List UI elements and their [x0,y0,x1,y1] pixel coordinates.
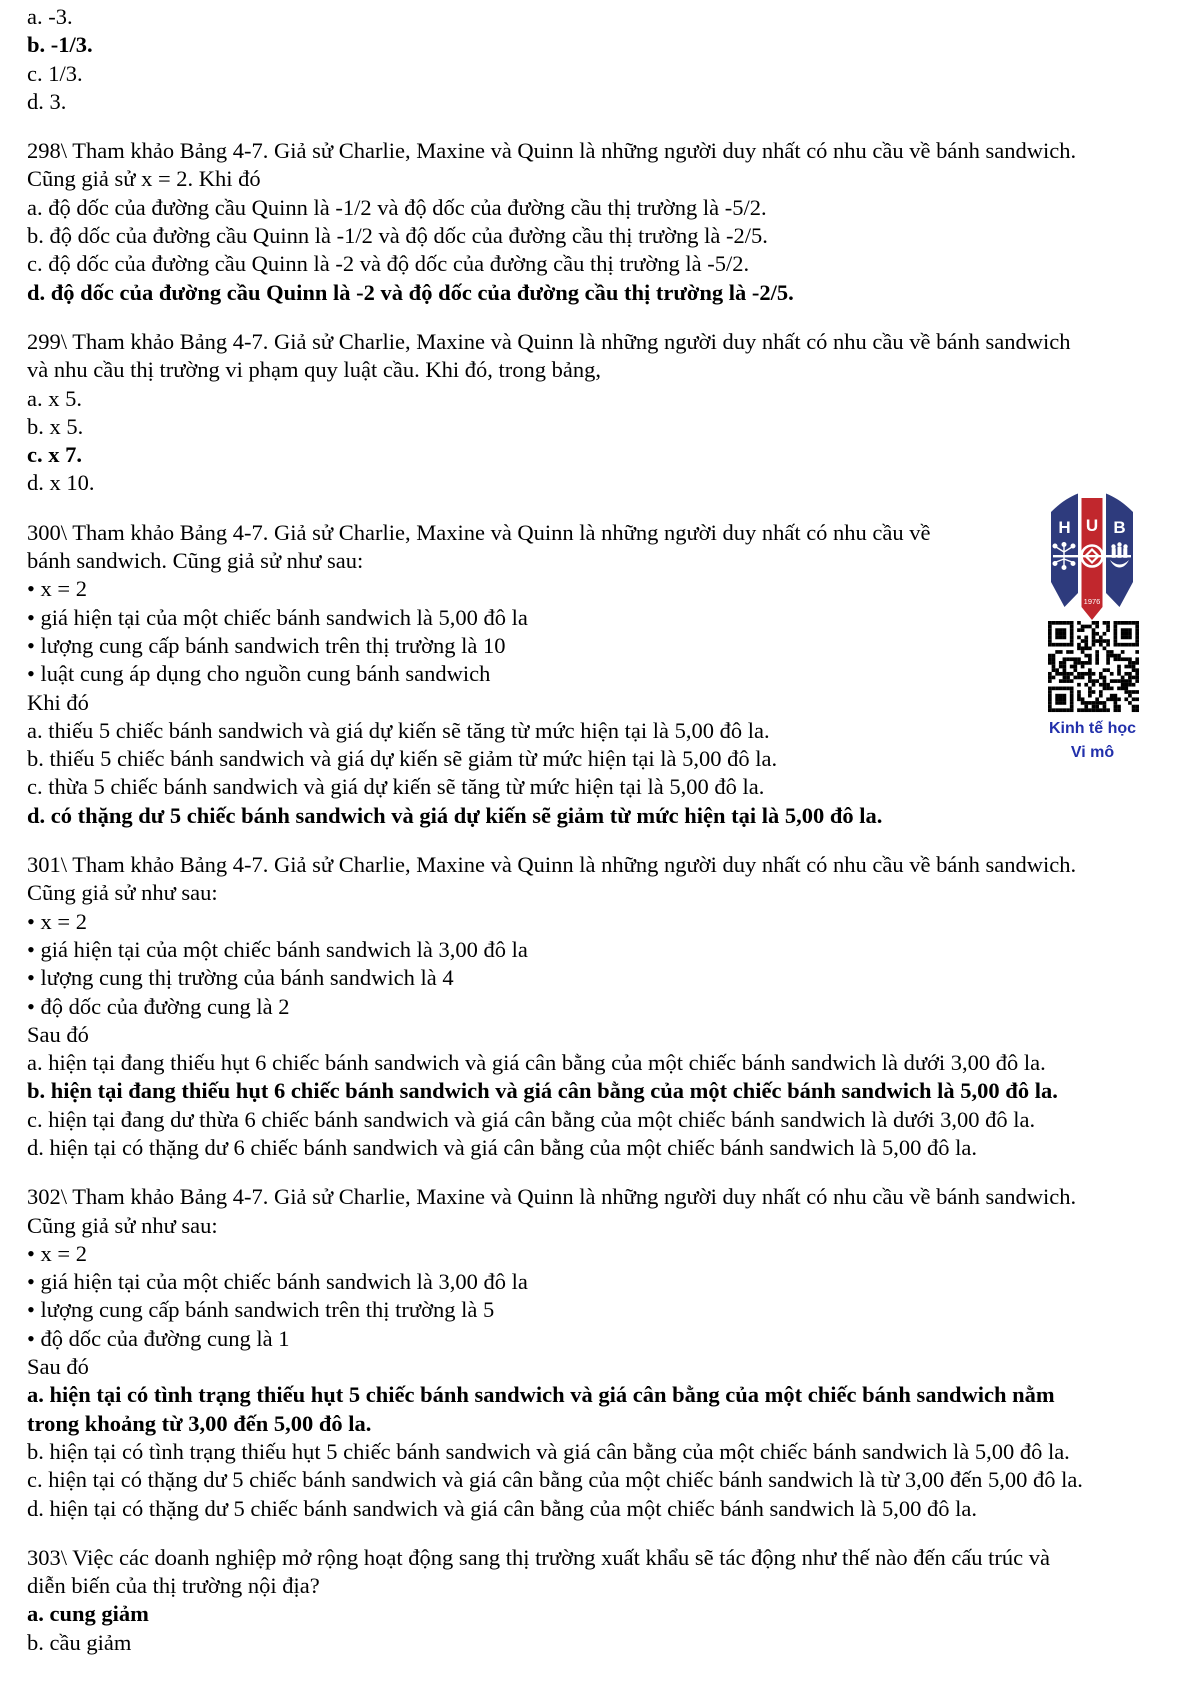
text-line: 299\ Tham khảo Bảng 4-7. Giả sử Charlie, Maxine và Quinn là những người duy nhất có nhu cầu về bánh sandwich [27,328,1071,354]
document-text [27,3,1137,1678]
text-line: • x = 2 [27,908,87,934]
text-line: b. x 5. [27,413,84,439]
text-line: c. x 7. [27,442,82,468]
text-line: trong khoảng từ 3,00 đến 5,00 đô la. [27,1410,372,1436]
text-line: c. thừa 5 chiếc bánh sandwich và giá dự kiến sẽ tăng từ mức hiện tại là 5,00 đô la. [27,774,765,800]
text-line: b. cầu giảm [27,1629,132,1655]
qr-caption-line1: Kinh tế học [1048,720,1137,737]
text-line: b. -1/3. [27,32,93,58]
text-line: 298\ Tham khảo Bảng 4-7. Giả sử Charlie, Maxine và Quinn là những người duy nhất có nhu cầu về bánh sandwich. [27,138,1077,164]
text-line: Sau đó [27,1021,89,1047]
qr-code [1048,621,1139,714]
text-line: b. độ dốc của đường cầu Quinn là -1/2 và độ dốc của đường cầu thị trường là -2/5. [27,223,768,249]
question-301 [27,851,1137,1162]
text-line: a. -3. [27,4,73,29]
text-line: Cũng giả sử x = 2. Khi đó [27,166,261,192]
text-line: a. hiện tại có tình trạng thiếu hụt 5 chiếc bánh sandwich và giá cân bằng của một chiếc bánh sandwich nằm [27,1382,1055,1408]
text-line: d. độ dốc của đường cầu Quinn là -2 và độ dốc của đường cầu thị trường là -2/5. [27,279,794,305]
text-line: d. hiện tại có thặng dư 6 chiếc bánh sandwich và giá cân bằng của một chiếc bánh sandwich là 5,00 đô la. [27,1134,978,1160]
question-302 [27,1183,1137,1523]
hub-university-logo-icon [1048,489,1136,621]
text-line: • lượng cung thị trường của bánh sandwich là 4 [27,965,454,991]
text-line: d. 3. [27,88,67,114]
logo-letter-u: U [1085,516,1099,535]
text-line: Khi đó [27,689,89,715]
text-line: • lượng cung cấp bánh sandwich trên thị trường là 10 [27,632,506,658]
text-line: d. x 10. [27,470,95,496]
text-line: • luật cung áp dụng cho nguồn cung bánh sandwich [27,661,491,687]
question-297-options [27,3,1137,116]
text-line: d. hiện tại có thặng dư 5 chiếc bánh sandwich và giá cân bằng của một chiếc bánh sandwich là 5,00 đô la. [27,1495,978,1521]
logo-letter-b: B [1113,518,1126,537]
text-line: c. 1/3. [27,60,83,86]
text-line: a. cung giảm [27,1601,149,1627]
text-line: diễn biến của thị trường nội địa? [27,1573,320,1599]
text-line: • độ dốc của đường cung là 2 [27,993,290,1019]
text-line: Cũng giả sử như sau: [27,880,218,906]
text-line: • x = 2 [27,1240,87,1266]
logo-year: 1976 [1083,597,1101,606]
text-line: và nhu cầu thị trường vi phạm quy luật cầu. Khi đó, trong bảng, [27,357,601,383]
qr-caption [1010,717,1175,765]
text-line: c. hiện tại có thặng dư 5 chiếc bánh sandwich và giá cân bằng của một chiếc bánh sandwich là từ 3,00 đến 5,00 đô la. [27,1467,1083,1493]
text-line: a. hiện tại đang thiếu hụt 6 chiếc bánh sandwich và giá cân bằng của một chiếc bánh sandwich là dưới 3,00 đô la. [27,1050,1046,1076]
text-line: 303\ Việc các doanh nghiệp mở rộng hoạt động sang thị trường xuất khẩu sẽ tác động như thế nào đến cấu trúc và [27,1544,1051,1570]
text-line: • giá hiện tại của một chiếc bánh sandwich là 3,00 đô la [27,936,528,962]
question-298 [27,137,1137,307]
question-303 [27,1544,1137,1657]
text-line: bánh sandwich. Cũng giả sử như sau: [27,548,364,574]
text-line: 300\ Tham khảo Bảng 4-7. Giả sử Charlie, Maxine và Quinn là những người duy nhất có nhu cầu về [27,519,931,545]
qr-caption-line2: Vi mô [1070,744,1115,761]
question-300 [27,519,1137,830]
text-line: • lượng cung cấp bánh sandwich trên thị trường là 5 [27,1297,495,1323]
question-299 [27,328,1137,498]
text-line: d. có thặng dư 5 chiếc bánh sandwich và giá dự kiến sẽ giảm từ mức hiện tại là 5,00 đô la. [27,802,883,828]
text-line: a. x 5. [27,385,82,411]
text-line: a. thiếu 5 chiếc bánh sandwich và giá dự kiến sẽ tăng từ mức hiện tại là 5,00 đô la. [27,717,770,743]
text-line: • độ dốc của đường cung là 1 [27,1325,290,1351]
hub-shield-icon [1048,489,1136,621]
text-line: • giá hiện tại của một chiếc bánh sandwich là 5,00 đô la [27,604,528,630]
text-line: 301\ Tham khảo Bảng 4-7. Giả sử Charlie, Maxine và Quinn là những người duy nhất có nhu cầu về bánh sandwich. [27,852,1077,878]
text-line: b. thiếu 5 chiếc bánh sandwich và giá dự kiến sẽ giảm từ mức hiện tại là 5,00 đô la. [27,746,778,772]
text-line: • giá hiện tại của một chiếc bánh sandwich là 3,00 đô la [27,1269,528,1295]
logo-letter-h: H [1058,518,1071,537]
text-line: Sau đó [27,1354,89,1380]
text-line: 302\ Tham khảo Bảng 4-7. Giả sử Charlie, Maxine và Quinn là những người duy nhất có nhu cầu về bánh sandwich. [27,1184,1077,1210]
text-line: • x = 2 [27,576,87,602]
text-line: c. độ dốc của đường cầu Quinn là -2 và độ dốc của đường cầu thị trường là -5/2. [27,251,750,277]
text-line: b. hiện tại có tình trạng thiếu hụt 5 chiếc bánh sandwich và giá cân bằng của một chiếc bánh sandwich là 5,00 đô la. [27,1438,1070,1464]
text-line: b. hiện tại đang thiếu hụt 6 chiếc bánh sandwich và giá cân bằng của một chiếc bánh sandwich là 5,00 đô la. [27,1078,1058,1104]
text-line: a. độ dốc của đường cầu Quinn là -1/2 và độ dốc của đường cầu thị trường là -5/2. [27,194,767,220]
text-line: c. hiện tại đang dư thừa 6 chiếc bánh sandwich và giá cân bằng của một chiếc bánh sandwich là dưới 3,00 đô la. [27,1106,1036,1132]
text-line: Cũng giả sử như sau: [27,1212,218,1238]
